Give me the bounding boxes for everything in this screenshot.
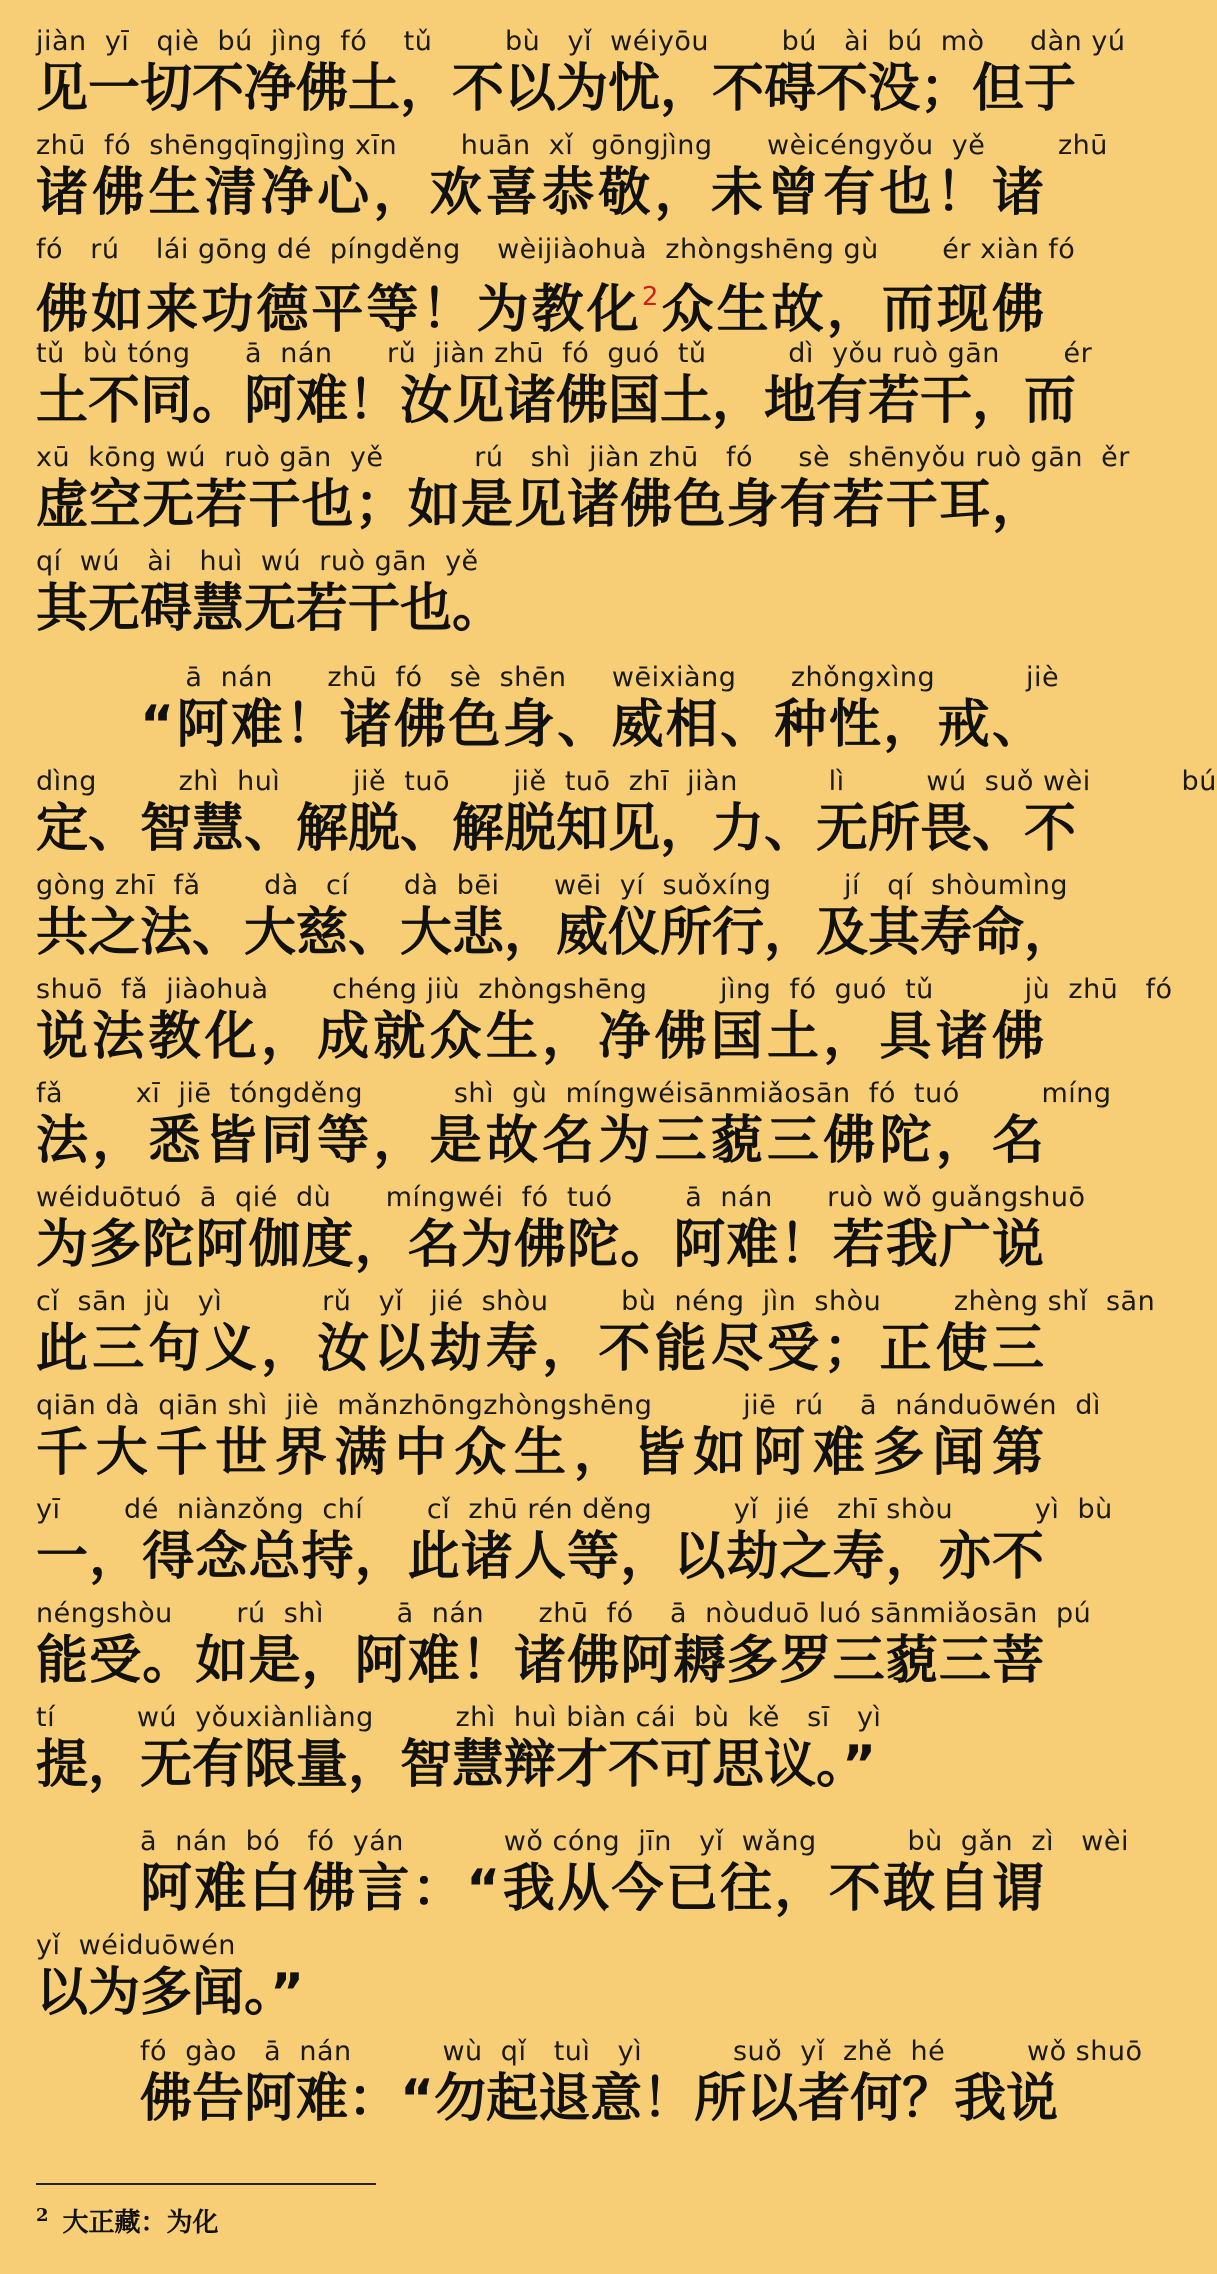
hanzi-line: 诸佛生清净心，欢喜恭敬，未曾有也！诸 bbox=[36, 163, 1044, 223]
text-line bbox=[0, 658, 1080, 762]
text-line bbox=[0, 1074, 1112, 1178]
text-line bbox=[0, 126, 1108, 230]
hanzi-line: 以为多闻。” bbox=[36, 1963, 305, 2023]
footnote bbox=[36, 2198, 219, 2241]
hanzi-line: 其无碍慧无若干也。 bbox=[36, 579, 505, 639]
text-line bbox=[0, 22, 1126, 126]
hanzi-line: “阿难！诸佛色身、威相、种性，戒、 bbox=[140, 695, 1044, 755]
hanzi-line: 土不同。阿难！汝见诸佛国土，地有若干，而 bbox=[36, 371, 1077, 431]
hanzi-line: 法，悉皆同等，是故名为三藐三佛陀，名 bbox=[36, 1111, 1044, 1171]
pinyin-line: fǎ xī jiē tóngděng shì gù míngwéisānmiǎosān fó tuó míng bbox=[36, 1078, 1112, 1109]
pinyin-line: gòng zhī fǎ dà cí dà bēi wēi yí suǒxíng jí qí shòumìng bbox=[36, 870, 1068, 901]
pinyin-line: shuō fǎ jiàohuà chéng jiù zhòngshēng jìng fó guó tǔ jù zhū fó bbox=[36, 974, 1173, 1005]
hanzi-line bbox=[36, 264, 1044, 340]
hanzi-line: 千大千世界满中众生，皆如阿难多闻第 bbox=[36, 1423, 1044, 1483]
text-line bbox=[0, 762, 1217, 866]
hanzi-line: 此三句义，汝以劫寿，不能尽受；正使三 bbox=[36, 1319, 1044, 1379]
pinyin-line: cǐ sān jù yì rǔ yǐ jié shòu bù néng jìn shòu zhèng shǐ sān bbox=[36, 1286, 1156, 1317]
hanzi-line: 见一切不净佛土，不以为忧，不碍不没；但于 bbox=[36, 59, 1077, 119]
text-line bbox=[0, 1926, 1080, 2030]
hanzi-line: 虚空无若干也；如是见诸佛色身有若干耳， bbox=[36, 475, 1044, 535]
pinyin-line: wéiduōtuó ā qié dù míngwéi fó tuó ā nán ruò wǒ guǎngshuō bbox=[36, 1182, 1086, 1213]
hanzi-line: 为多陀阿伽度，名为佛陀。阿难！若我广说 bbox=[36, 1215, 1044, 1275]
hanzi-segment: 佛如来功德平等！为教化 bbox=[36, 280, 642, 340]
pinyin-line: xū kōng wú ruò gān yě rú shì jiàn zhū fó sè shēnyǒu ruò gān ěr bbox=[36, 442, 1130, 473]
text-line bbox=[0, 334, 1093, 438]
pinyin-line: ā nán bó fó yán wǒ cóng jīn yǐ wǎng bù gǎn zì wèi bbox=[140, 1826, 1129, 1857]
hanzi-line: 定、智慧、解脱、解脱知见，力、无所畏、不 bbox=[36, 799, 1077, 859]
hanzi-segment: 众生故，而现佛 bbox=[658, 280, 1044, 340]
text-line bbox=[0, 1698, 1080, 1802]
pinyin-line: zhū fó shēngqīngjìng xīn huān xǐ gōngjìng wèicéngyǒu yě zhū bbox=[36, 130, 1108, 161]
pinyin-line: dìng zhì huì jiě tuō jiě tuō zhī jiàn lì wú suǒ wèi bú bbox=[36, 766, 1217, 797]
hanzi-line: 共之法、大慈、大悲，威仪所行，及其寿命， bbox=[36, 903, 1077, 963]
hanzi-line: 阿难白佛言：“我从今已往，不敢自谓 bbox=[140, 1859, 1044, 1919]
text-line bbox=[0, 230, 1080, 340]
text-line bbox=[0, 1282, 1156, 1386]
text-line bbox=[0, 2032, 1143, 2136]
hanzi-line: 一，得念总持，此诸人等，以劫之寿，亦不 bbox=[36, 1527, 1044, 1587]
text-line bbox=[0, 1178, 1086, 1282]
text-line bbox=[0, 1490, 1113, 1594]
pinyin-line: yī dé niànzǒng chí cǐ zhū rén děng yǐ jié zhī shòu yì bù bbox=[36, 1494, 1113, 1525]
hanzi-line: 说法教化，成就众生，净佛国土，具诸佛 bbox=[36, 1007, 1044, 1067]
pinyin-line: fó gào ā nán wù qǐ tuì yì suǒ yǐ zhě hé wǒ shuō bbox=[140, 2036, 1143, 2067]
pinyin-line: tǔ bù tóng ā nán rǔ jiàn zhū fó guó tǔ dì yǒu ruò gān ér bbox=[36, 338, 1093, 369]
text-line bbox=[0, 1822, 1129, 1926]
pinyin-line: qiān dà qiān shì jiè mǎnzhōngzhòngshēng jiē rú ā nánduōwén dì bbox=[36, 1390, 1101, 1421]
pinyin-line: yǐ wéiduōwén bbox=[36, 1930, 236, 1961]
text-line bbox=[0, 1594, 1092, 1698]
footnote-divider bbox=[36, 2183, 376, 2185]
pinyin-line: jiàn yī qiè bú jìng fó tǔ bù yǐ wéiyōu bú ài bú mò dàn yú bbox=[36, 26, 1126, 57]
hanzi-line: 能受。如是，阿难！诸佛阿耨多罗三藐三菩 bbox=[36, 1631, 1044, 1691]
text-line bbox=[0, 1386, 1101, 1490]
hanzi-line: 提，无有限量，智慧辩才不可思议。” bbox=[36, 1735, 877, 1795]
pinyin-line: ā nán zhū fó sè shēn wēixiàng zhǒngxìng jiè bbox=[140, 662, 1060, 693]
text-line bbox=[0, 438, 1130, 542]
footnote-text: 大正藏：为化 bbox=[62, 2208, 219, 2238]
hanzi-line: 佛告阿难：“勿起退意！所以者何？我说 bbox=[140, 2069, 1059, 2129]
pinyin-line: tí wú yǒuxiànliàng zhì huì biàn cái bù kě sī yì bbox=[36, 1702, 882, 1733]
footnote-reference[interactable]: 2 bbox=[641, 282, 659, 312]
pinyin-line: fó rú lái gōng dé píngděng wèijiàohuà zhòngshēng gù ér xiàn fó bbox=[36, 234, 1076, 265]
footnote-number: 2 bbox=[36, 2205, 49, 2226]
pinyin-line: qí wú ài huì wú ruò gān yě bbox=[36, 546, 479, 577]
pinyin-line: néngshòu rú shì ā nán zhū fó ā nòuduō luó sānmiǎosān pú bbox=[36, 1598, 1092, 1629]
text-line bbox=[0, 866, 1080, 970]
text-line bbox=[0, 970, 1173, 1074]
text-line bbox=[0, 542, 1080, 646]
